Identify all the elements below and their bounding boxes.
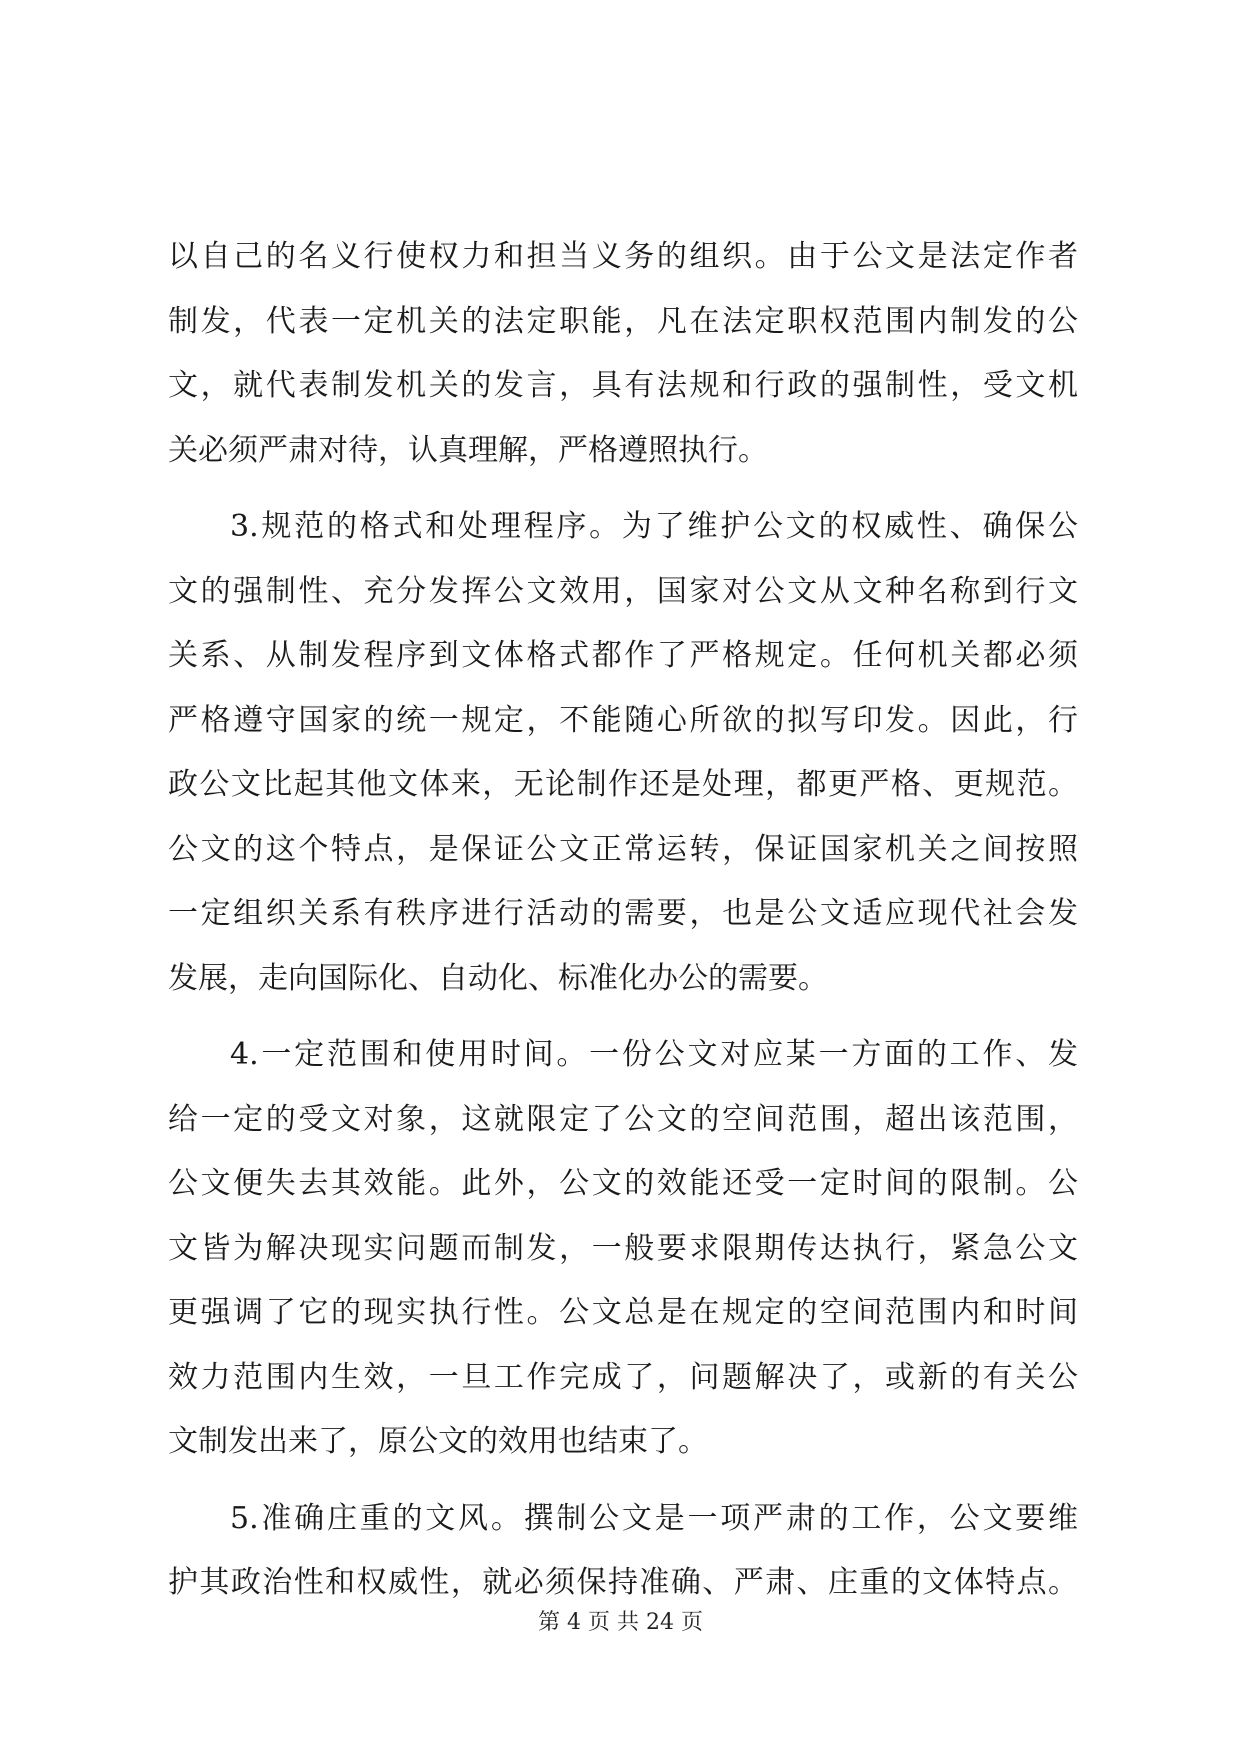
text-line: 公文便失去其效能。此外，公文的效能还受一定时间的限制。公: [168, 1166, 1078, 1201]
paragraph-gap: [168, 1475, 1078, 1487]
text-line: 文皆为解决现实问题而制发，一般要求限期传达执行，紧急公文: [168, 1230, 1078, 1266]
text-line: 文，就代表制发机关的发言，具有法规和行政的强制性，受文机: [168, 368, 1078, 403]
text-line: 4.一定范围和使用时间。一份公文对应某一方面的工作、发: [230, 1037, 1078, 1072]
paragraph: [168, 1023, 1078, 1475]
text-line: 护其政治性和权威性，就必须保持准确、严肃、庄重的文体特点。: [168, 1565, 1078, 1600]
paragraph-gap: [168, 483, 1078, 495]
text-line: 制发，代表一定机关的法定职能，凡在法定职权范围内制发的公: [168, 303, 1078, 339]
text-line: 一定组织关系有秩序进行活动的需要，也是公文适应现代社会发: [168, 896, 1078, 931]
text-line: 3.规范的格式和处理程序。为了维护公文的权威性、确保公: [230, 509, 1078, 544]
text-line: 发展，走向国际化、自动化、标准化办公的需要。: [168, 960, 828, 996]
page-footer: 第 4 页 共 24 页: [538, 1610, 703, 1635]
paragraph: [168, 225, 1078, 483]
text-line: 关系、从制发程序到文体格式都作了严格规定。任何机关都必须: [168, 638, 1078, 673]
paragraph: [168, 1487, 1078, 1616]
text-line: 给一定的受文对象，这就限定了公文的空间范围，超出该范围，: [168, 1101, 1078, 1137]
text-line: 以自己的名义行使权力和担当义务的组织。由于公文是法定作者: [168, 239, 1078, 274]
text-line: 文制发出来了，原公文的效用也结束了。: [168, 1424, 708, 1459]
text-line: 效力范围内生效，一旦工作完成了，问题解决了，或新的有关公: [168, 1359, 1078, 1395]
text-line: 更强调了它的现实执行性。公文总是在规定的空间范围内和时间: [168, 1295, 1078, 1330]
text-line: 政公文比起其他文体来，无论制作还是处理，都更严格、更规范。: [168, 767, 1078, 802]
text-line: 关必须严肃对待，认真理解，严格遵照执行。: [168, 432, 768, 468]
body-text: [168, 225, 1078, 1616]
text-line: 严格遵守国家的统一规定，不能随心所欲的拟写印发。因此，行: [168, 702, 1078, 738]
paragraph: [168, 495, 1078, 1011]
text-line: 公文的这个特点，是保证公文正常运转，保证国家机关之间按照: [168, 831, 1078, 867]
text-line: 5.准确庄重的文风。撰制公文是一项严肃的工作，公文要维: [230, 1500, 1078, 1536]
paragraph-gap: [168, 1011, 1078, 1023]
text-line: 文的强制性、充分发挥公文效用，国家对公文从文种名称到行文: [168, 573, 1078, 609]
